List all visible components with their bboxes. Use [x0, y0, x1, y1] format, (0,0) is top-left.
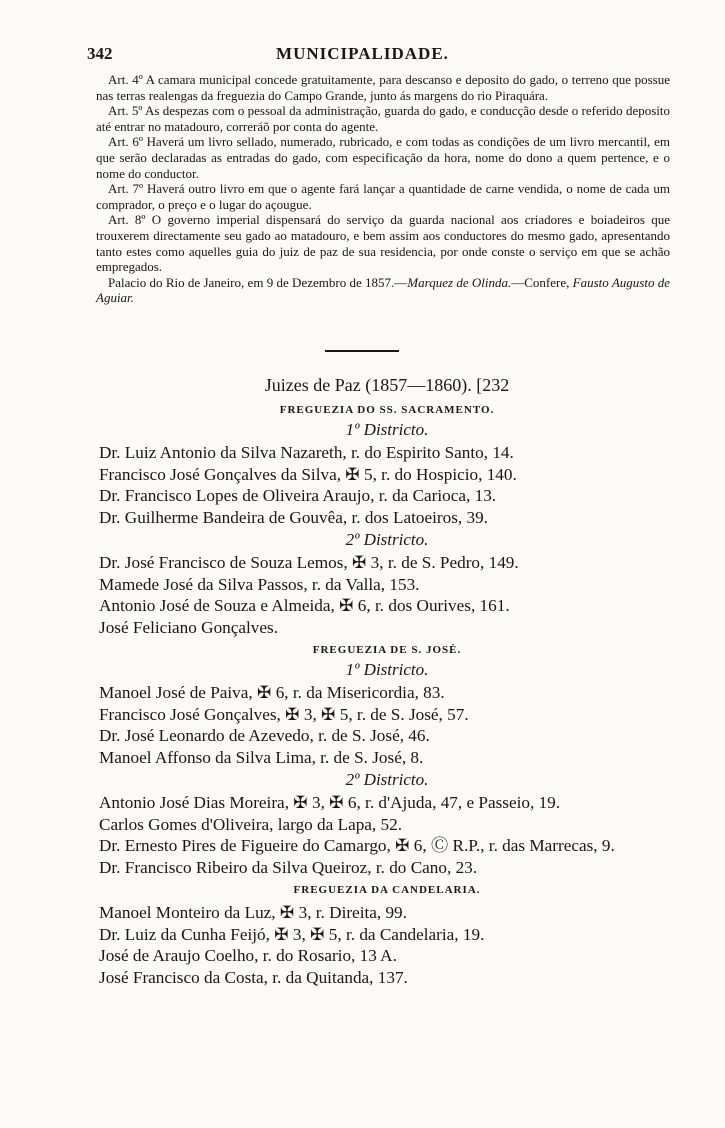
parish-heading: FREGUEZIA DE S. JOSÉ.	[312, 644, 462, 656]
section-divider	[325, 350, 399, 352]
confere-prefix: —Confere,	[511, 274, 573, 290]
judge-entry: Dr. Francisco Ribeiro da Silva Queiroz, r. do Cano, 23.	[99, 857, 478, 877]
judges-title: Juizes de Paz (1857—1860). [232	[264, 375, 510, 395]
district-heading: 1º Districto.	[345, 660, 429, 679]
district-heading: 2º Districto.	[345, 530, 429, 549]
judge-entry: Carlos Gomes d'Oliveira, largo da Lapa, 52.	[99, 814, 403, 834]
judge-entry: Francisco José Gonçalves da Silva, ✠ 5, r. do Hospicio, 140.	[99, 464, 517, 484]
district-heading: 1º Districto.	[345, 420, 429, 439]
judge-entry: Dr. Luiz Antonio da Silva Nazareth, r. do Espirito Santo, 14.	[99, 443, 514, 462]
judge-entry: José Francisco da Costa, r. da Quitanda, 137.	[99, 967, 408, 987]
district-heading: 2º Districto.	[345, 770, 429, 789]
article-5: Art. 5º As despezas com o pessoal da administração, guarda do gado, e conducção desde o referido deposito até entrar no matadouro, correráõ por conta do agente.	[96, 103, 670, 134]
parish-heading: FREGUEZIA DO SS. SACRAMENTO.	[279, 404, 495, 416]
judge-entry: Dr. José Francisco de Souza Lemos, ✠ 3, r. de S. Pedro, 149.	[99, 553, 519, 572]
judge-entry: Antonio José de Souza e Almeida, ✠ 6, r. dos Ourives, 161.	[99, 596, 510, 615]
judge-entry: Dr. Francisco Lopes de Oliveira Araujo, r. da Carioca, 13.	[99, 486, 497, 505]
judge-entry: Mamede José da Silva Passos, r. da Valla, 153.	[99, 574, 420, 594]
judge-entry: Dr. José Leonardo de Azevedo, r. de S. José, 46.	[99, 726, 430, 745]
page-number: 342	[87, 44, 113, 63]
closing-text: Palacio do Rio de Janeiro, em 9 de Dezembro de 1857.—	[108, 274, 408, 290]
judge-entry: Antonio José Dias Moreira, ✠ 3, ✠ 6, r. d'Ajuda, 47, e Passeio, 19.	[99, 793, 561, 812]
judges-section	[99, 372, 675, 988]
judge-entry: Francisco José Gonçalves, ✠ 3, ✠ 5, r. de S. José, 57.	[99, 704, 469, 724]
judge-entry: Dr. Guilherme Bandeira de Gouvêa, r. dos Latoeiros, 39.	[99, 507, 489, 527]
article-8: Art. 8º O governo imperial dispensará do serviço da guarda nacional aos criadores e boiadeiros que trouxerem directamente seu gado ao matadouro, e bem assim aos conductores do mesmo gado, apresentando tanto estes como aquelles guia do juiz de paz de sua residencia, por onde conste o serviço em que se achão empregados.	[96, 212, 670, 275]
page-header	[0, 44, 725, 66]
decree-closing	[96, 275, 670, 306]
running-title: MUNICIPALIDADE.	[276, 44, 449, 63]
parish-heading: FREGUEZIA DA CANDELARIA.	[293, 884, 481, 896]
decree-articles	[96, 72, 670, 306]
judge-entry: Manoel Monteiro da Luz, ✠ 3, r. Direita, 99.	[99, 903, 407, 922]
article-6: Art. 6º Haverá um livro sellado, numerado, rubricado, e com todas as condições de um livro mercantil, em que serão declaradas as entradas do gado, com especificação da hora, nome do dono a quem pertence, e o nome do conductor.	[96, 134, 670, 181]
judge-entry: Dr. Luiz da Cunha Feijó, ✠ 3, ✠ 5, r. da Candelaria, 19.	[99, 924, 485, 944]
confere-name: Fausto Augusto de Aguiar.	[96, 274, 671, 306]
judge-entry: Manoel José de Paiva, ✠ 6, r. da Misericordia, 83.	[99, 683, 445, 702]
article-4: Art. 4º A camara municipal concede gratuitamente, para descanso e deposito do gado, o terreno que possue nas terras realengas da freguezia do Campo Grande, junto ás margens do rio Piraquára.	[96, 72, 670, 103]
article-7: Art. 7º Haverá outro livro em que o agente fará lançar a quantidade de carne vendida, o nome de cada um comprador, o preço e o lugar do açougue.	[96, 181, 670, 212]
closing-signer: Marquez de Olinda.	[407, 274, 512, 290]
judge-entry: José de Araujo Coelho, r. do Rosario, 13 A.	[99, 946, 397, 965]
judge-entry: Manoel Affonso da Silva Lima, r. de S. José, 8.	[99, 747, 424, 767]
judge-entry: Dr. Ernesto Pires de Figueire do Camargo, ✠ 6, Ⓒ R.P., r. das Marrecas, 9.	[99, 836, 615, 855]
judge-entry: José Feliciano Gonçalves.	[99, 617, 278, 637]
